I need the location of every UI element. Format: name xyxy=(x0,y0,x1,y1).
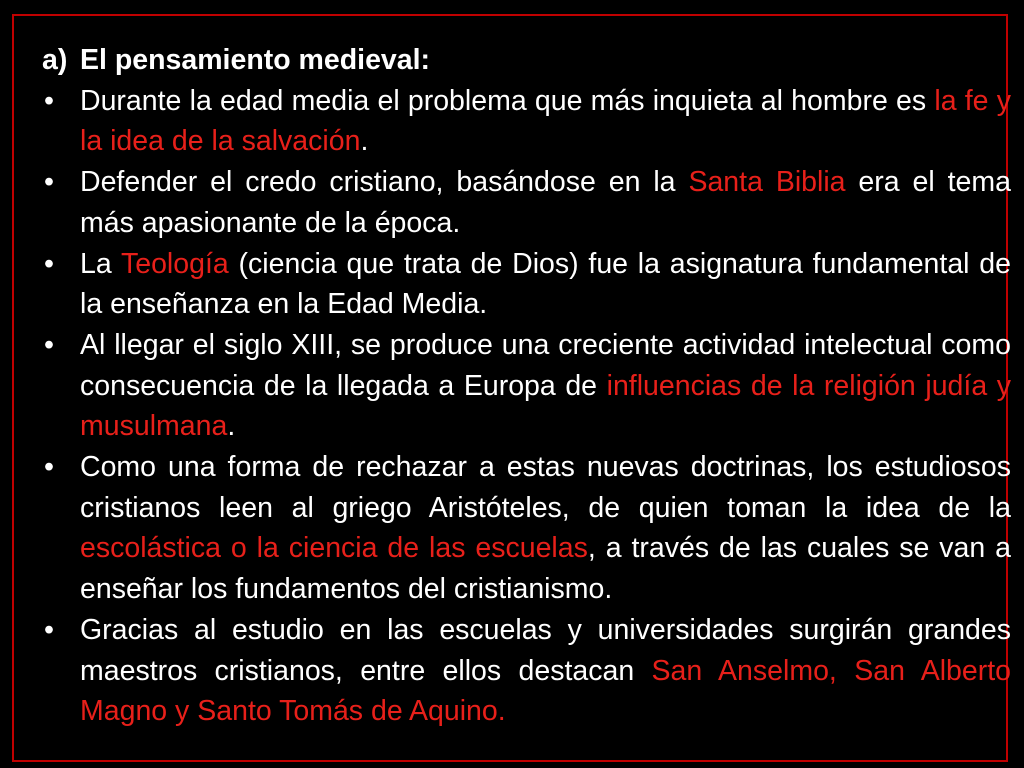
bullet-icon: • xyxy=(44,613,54,646)
slide-heading xyxy=(42,40,1011,81)
bullet-item xyxy=(42,610,1011,732)
bullet-text: , a través de las cuales se van a enseñar los fundamentos del cristianismo. xyxy=(80,532,1011,606)
bullet-list xyxy=(42,81,1011,732)
bullet-text: Gracias al estudio en las escuelas y universidades surgirán grandes maestros cristianos, entre ellos destacan xyxy=(80,613,1011,687)
slide-content xyxy=(42,40,1011,732)
bullet-icon: • xyxy=(44,84,54,117)
bullet-text: . xyxy=(227,410,236,443)
highlighted-text: San Anselmo, San Alberto Magno y Santo Tomás de Aquino. xyxy=(80,654,1012,728)
bullet-text: era el tema más apasionante de la época. xyxy=(80,166,1011,239)
highlighted-text: influencias de la religión judía y musulmana xyxy=(80,369,1012,443)
bullet-text: Defender el credo cristiano, basándose en la xyxy=(80,166,689,199)
highlighted-text: Teología xyxy=(120,247,229,280)
highlighted-text: escolástica o la ciencia de las escuelas xyxy=(80,532,588,565)
bullet-text: . xyxy=(360,125,369,158)
bullet-item xyxy=(42,162,1011,243)
highlighted-text: Santa Biblia xyxy=(688,166,846,199)
heading-marker: a) xyxy=(42,44,68,76)
bullet-icon: • xyxy=(44,247,54,280)
bullet-icon: • xyxy=(44,451,54,484)
bullet-item xyxy=(42,81,1011,162)
bullet-icon: • xyxy=(44,328,54,361)
bullet-text: La xyxy=(80,247,121,280)
bullet-text: Como una forma de rechazar a estas nuevas doctrinas, los estudiosos cristianos leen al griego Aristóteles, de quien toman la idea de la xyxy=(80,451,1011,524)
slide-frame xyxy=(12,14,1012,762)
bullet-text: Durante la edad media el problema que más inquieta al hombre es xyxy=(80,84,935,117)
bullet-icon: • xyxy=(44,166,54,199)
bullet-item xyxy=(42,244,1011,325)
bullet-text: Al llegar el siglo XIII, se produce una creciente actividad intelectual como consecuencia de la llegada a Europa de xyxy=(80,328,1011,402)
bullet-text: (ciencia que trata de Dios) fue la asignatura fundamental de la enseñanza en la Edad Media. xyxy=(80,247,1011,321)
highlighted-text: la fe y la idea de la salvación xyxy=(80,84,1011,158)
bullet-item xyxy=(42,447,1011,610)
heading-title: El pensamiento medieval: xyxy=(80,44,431,76)
bullet-item xyxy=(42,325,1011,447)
